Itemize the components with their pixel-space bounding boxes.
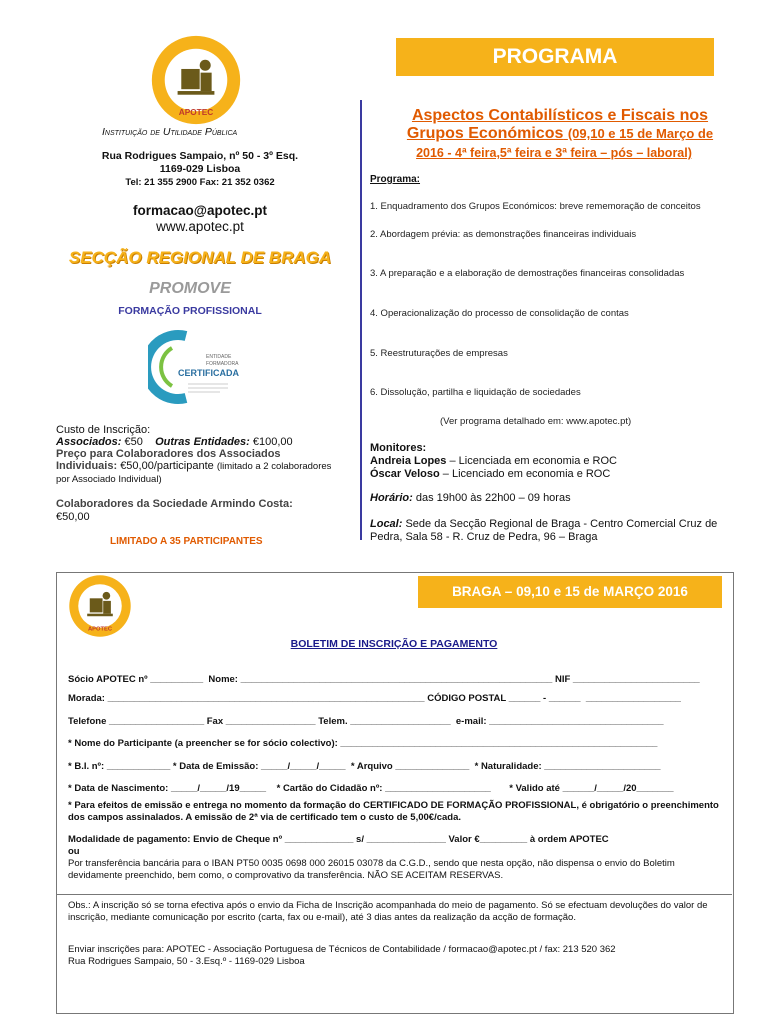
programa-item: 1. Enquadramento dos Grupos Económicos: breve rememoração de conceitos — [370, 201, 701, 212]
programa-label: Programa: — [370, 174, 421, 185]
form-line-bi[interactable]: * B.I. nº: ____________ * Data de Emissão: _____/_____/_____ * Arquivo ______________ * Naturalidade: ______________________ — [68, 761, 661, 772]
enviar-address: Rua Rodrigues Sampaio, 50 - 3.Esq.º - 1169-029 Lisboa — [68, 956, 305, 967]
course-title: Aspectos Contabilísticos e Fiscais nos Grupos Económicos (09,10 e 15 de Março de — [406, 107, 714, 142]
form-line-morada[interactable]: Morada: ____________________________________________________________ CÓDIGO POSTAL ______ - ______ __________________ — [68, 693, 681, 704]
divider-line — [360, 100, 362, 540]
course-subtitle: 2016 - 4ª feira,5ª feira e 3ª feira – pós – laboral) — [416, 146, 692, 160]
certificate-logo — [148, 328, 258, 406]
programa-banner: PROGRAMA — [396, 38, 714, 76]
braga-banner: BRAGA – 09,10 e 15 de MARÇO 2016 — [418, 576, 722, 608]
payment-or: ou — [68, 846, 80, 857]
institution-label: Instituição de Utilidade Pública — [102, 126, 238, 138]
local: Local: Sede da Secção Regional de Braga - Centro Comercial Cruz de Pedra, Sala 58 - R. Cruz de Pedra, 96 – Braga — [370, 518, 718, 543]
horario: Horário: das 19h00 às 22h00 – 09 horas — [370, 492, 571, 504]
pricing-block — [56, 424, 336, 486]
form-line-socio[interactable]: Sócio APOTEC nº __________ Nome: ___________________________________________________________ NIF ________________________ — [68, 674, 700, 685]
boletim-title: BOLETIM DE INSCRIÇÃO E PAGAMENTO — [290, 638, 498, 650]
programa-item: 4. Operacionalização do processo de consolidação de contas — [370, 308, 629, 319]
programa-item: 5. Reestruturações de empresas — [370, 348, 508, 359]
address-block — [80, 150, 320, 189]
form-note: * Para efeitos de emissão e entrega no momento da formação do CERTIFICADO DE FORMAÇÃO PROFISSIONAL, é obrigatório o preenchimento dos campos assinalados. A emissão de 2ª via de certificado tem o custo de 5,00€/cada. — [68, 800, 719, 823]
programa-item: 6. Dissolução, partilha e liquidação de sociedades — [370, 387, 581, 398]
website-link[interactable]: www.apotec.pt — [156, 219, 244, 234]
email-link[interactable]: formacao@apotec.pt — [133, 203, 267, 218]
payment-transfer: Por transferência bancária para o IBAN PT50 0035 0698 000 26015 03078 da C.G.D., sendo que nesta opção, não dispensa o envio do Boletim devidamente preenchido, bem como, o comprovativo da transferência. NÃO SE ACEITAM RESERVAS. — [68, 858, 675, 881]
apotec-logo-small — [68, 574, 132, 638]
logo-text: APOTEC — [178, 107, 214, 117]
form-line-participante[interactable]: * Nome do Participante (a preencher se for sócio colectivo): ____________________________________________________________ — [68, 738, 658, 749]
form-line-telefone[interactable]: Telefone __________________ Fax _________________ Telem. ___________________ e-mail: _________________________________ — [68, 716, 664, 727]
promove-label: PROMOVE — [149, 280, 231, 297]
programa-item: 3. A preparação e a elaboração de demostrações financeiras consolidadas — [370, 268, 685, 279]
apotec-logo — [150, 34, 242, 126]
limit-label: LIMITADO A 35 PARTICIPANTES — [110, 536, 263, 547]
monitors-block: Monitores: Andreia Lopes – Licenciada em economia e ROC Óscar Veloso – Licenciado em economia e ROC — [370, 442, 617, 480]
svg-text:ENTIDADE: ENTIDADE — [206, 354, 232, 360]
svg-text:FORMADORA: FORMADORA — [206, 361, 239, 367]
address-line: Rua Rodrigues Sampaio, nº 50 - 3º Esq. — [101, 150, 299, 162]
payment-line[interactable]: Modalidade de pagamento: Envio de Cheque nº _____________ s/ _______________ Valor €_________ à ordem APOTEC — [68, 834, 609, 845]
contact-phone: Tel: 21 355 2900 Fax: 21 352 0362 — [125, 177, 275, 188]
pricing-label: Custo de Inscrição: — [56, 424, 151, 436]
svg-text:CERTIFICADA: CERTIFICADA — [178, 368, 239, 378]
obs-text: Obs.: A inscrição só se torna efectiva após o envio da Ficha de Inscrição acompanhada do meio de pagamento. Só se efectuam devoluções do valor de inscrição, mediante comunicação por escrito (carta, fax ou e-mail), até 3 dias antes da realização da acção de formação. — [68, 900, 708, 923]
enviar-text: Enviar inscrições para: APOTEC - Associação Portuguesa de Técnicos de Contabilidade / formacao@apotec.pt / fax: 213 520 362 — [68, 944, 616, 955]
form-line-nascimento[interactable]: * Data de Nascimento: _____/_____/19_____ * Cartão do Cidadão nº: ____________________ * Valido até ______/_____/20_______ — [68, 783, 674, 794]
svg-text:APOTEC: APOTEC — [88, 626, 112, 633]
armindo-block: Colaboradores da Sociedade Armindo Costa: €50,00 — [56, 498, 293, 523]
address-city: 1169-029 Lisboa — [159, 163, 241, 175]
programa-item: 2. Abordagem prévia: as demonstrações financeiras individuais — [370, 229, 637, 240]
ver-programa-link[interactable]: (Ver programa detalhado em: www.apotec.pt) — [440, 416, 632, 427]
pricing-associados: Associados: €50 Outras Entidades: €100,00 — [56, 436, 293, 448]
pricing-colaboradores: Preço para Colaboradores dos Associados Individuais: €50,00/participante (limitado a 2 colaboradores por Associado Individual) — [56, 448, 332, 485]
section-title: SECÇÃO REGIONAL DE BRAGA — [68, 248, 332, 267]
formacao-label: FORMAÇÃO PROFISSIONAL — [118, 305, 262, 317]
